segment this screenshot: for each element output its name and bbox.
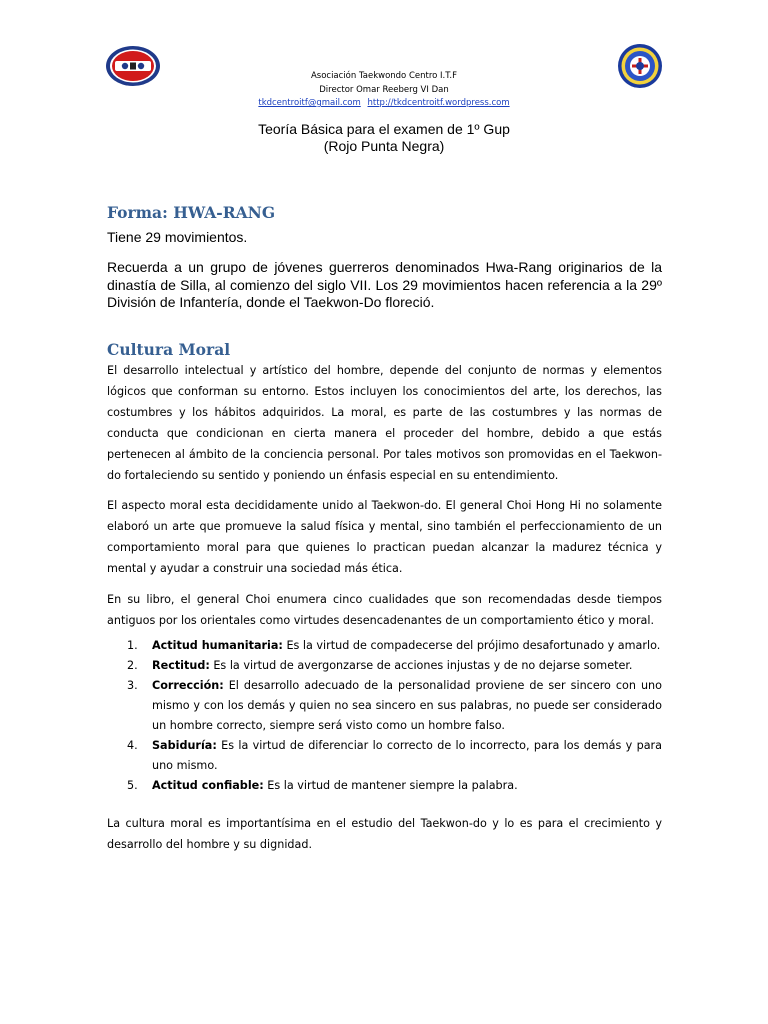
org-name: Asociación Taekwondo Centro I.T.F [310,71,458,81]
letterhead [0,70,768,111]
item-term: Sabiduría: [152,739,217,752]
cultura-paragraph-2: El aspecto moral esta decididamente unido al Taekwon-do. El general Choi Hong Hi no solamente elaboró un arte que promueve la salud física y mental, sino también el perfeccionamiento de un comportamiento moral para que quienes lo practican puedan alcanzar la madurez técnica y mental y ayudar a construir una sociedad más ética. [107,499,662,575]
cultura-paragraph-1: El desarrollo intelectual y artístico del hombre, depende del conjunto de normas y elementos lógicos que conforman su entorno. Estos incluyen los conocimientos del arte, los derechos, las costumbres y los hábitos adquiridos. La moral, es parte de las costumbres y las normas de conducta que condicionan en cierta manera el proceder del hombre, debido a que estás pertenecen al ámbito de la conciencia personal. Por tales motivos son promovidas en el Taekwon-do fortaleciendo su sentido y poniendo un énfasis especial en su entendimiento. [107,364,662,482]
item-term: Corrección: [152,679,224,692]
website-link[interactable]: http://tkdcentroitf.wordpress.com [367,98,510,108]
item-number: 4. [127,739,138,752]
item-number: 1. [127,639,138,652]
list-item [107,676,662,736]
item-number: 5. [127,779,138,792]
item-text: Es la virtud de diferenciar lo correcto de lo incorrecto, para los demás y para uno mismo. [152,739,662,772]
item-number: 2. [127,659,138,672]
forma-description: Recuerda a un grupo de jóvenes guerreros denominados Hwa-Rang originarios de la dinastía de Silla, al comienzo del siglo VII. Los 29 movimientos hacen referencia a la 29º División de Infantería, donde el Taekwon-Do floreció. [107,259,662,310]
item-term: Actitud confiable: [152,779,264,792]
email-link[interactable]: tkdcentroitf@gmail.com [258,98,361,108]
list-item [107,636,662,656]
director-line: Director Omar Reeberg VI Dan [319,84,449,95]
list-item [107,656,662,676]
item-text: Es la virtud de mantener siempre la palabra. [263,779,518,792]
contact-line [0,97,768,111]
item-text: Es la virtud de avergonzarse de acciones injustas y de no dejarse someter. [209,659,633,672]
forma-movements: Tiene 29 movimientos. [107,229,248,245]
cultura-heading: Cultura Moral [107,340,231,359]
list-item [107,736,662,776]
title-line-2: (Rojo Punta Negra) [323,138,445,154]
forma-heading: Forma: HWA-RANG [107,203,276,222]
document-title [0,121,768,155]
title-line-1: Teoría Básica para el examen de 1º Gup [258,121,510,137]
cultura-paragraph-4: La cultura moral es importantísima en el estudio del Taekwon-do y lo es para el crecimiento y desarrollo del hombre y su dignidad. [107,817,662,851]
list-item [107,776,662,796]
item-term: Rectitud: [152,659,210,672]
cultura-paragraph-3: En su libro, el general Choi enumera cinco cualidades que son recomendadas desde tiempos antiguos por los orientales como virtudes desencadenantes de un comportamiento ético y moral. [107,593,662,627]
virtues-list [107,636,662,796]
item-text: Es la virtud de compadecerse del prójimo desafortunado y amarlo. [282,639,661,652]
item-term: Actitud humanitaria: [152,639,283,652]
item-number: 3. [127,679,138,692]
item-text: El desarrollo adecuado de la personalidad proviene de ser sincero con uno mismo y con los demás y quien no sea sincero en sus palabras, no puede ser considerado un hombre correcto, siempre será visto como un hombre falso. [152,679,662,732]
